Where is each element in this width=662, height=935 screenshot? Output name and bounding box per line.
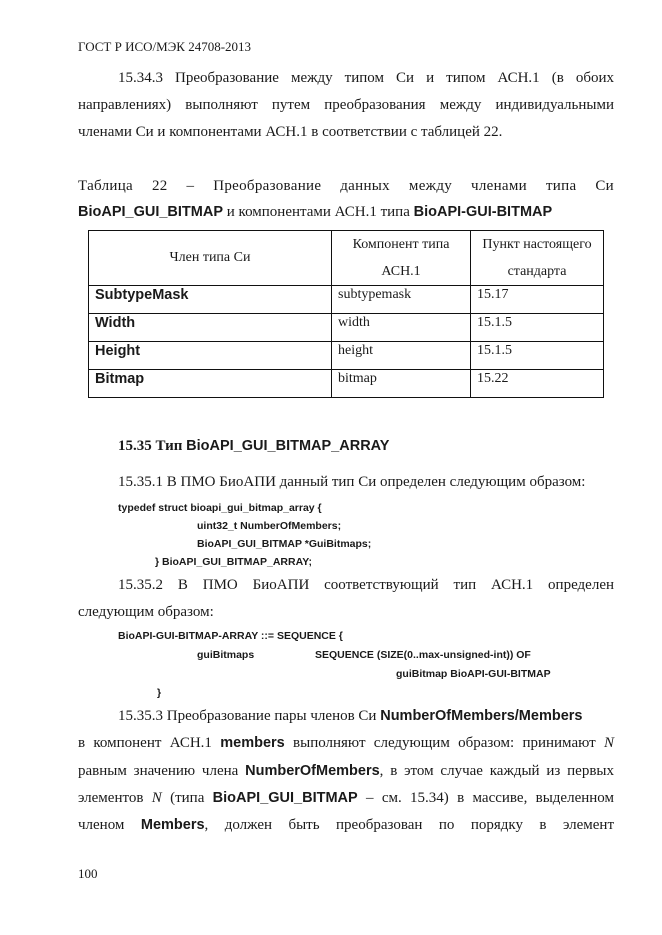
conversion-table	[88, 230, 604, 398]
member-cell: Height	[89, 342, 332, 370]
paragraph-15-35-3-line-5: членом Members, должен быть преобразован по порядку в элемент	[78, 817, 614, 833]
paragraph-15-35-2-line-2: следующим образом:	[78, 604, 214, 620]
header-member: Член типа Си	[89, 231, 332, 286]
code1-line-4: } BioAPI_GUI_BITMAP_ARRAY;	[155, 556, 312, 568]
paragraph-15-35-3-line-3: равным значению члена NumberOfMembers, в этом случае каждый из первых	[78, 763, 614, 779]
section-heading-15-35: 15.35 Тип BioAPI_GUI_BITMAP_ARRAY	[118, 438, 390, 454]
component-cell: width	[332, 314, 471, 342]
code2-type-continued: guiBitmap BioAPI-GUI-BITMAP	[396, 668, 551, 680]
paragraph-15-34-3-line-2: направлениях) выполняют путем преобразования между индивидуальными	[78, 97, 614, 113]
component-cell: subtypemask	[332, 286, 471, 314]
caption-type-asn: BioAPI-GUI-BITMAP	[413, 204, 553, 220]
component-cell: bitmap	[332, 370, 471, 398]
clause-cell: 15.1.5	[471, 314, 604, 342]
table-row	[89, 286, 604, 314]
paragraph-15-35-3-line-2: в компонент АСН.1 members выполняют следующим образом: принимают N	[78, 735, 614, 751]
code1-line-2: uint32_t NumberOfMembers;	[197, 520, 342, 532]
member-cell: Bitmap	[89, 370, 332, 398]
paragraph-15-35-3-line-1: 15.35.3 Преобразование пары членов Си NumberOfMembers/Members	[118, 708, 583, 724]
code1-line-1: typedef struct bioapi_gui_bitmap_array {	[118, 502, 322, 514]
member-cell: Width	[89, 314, 332, 342]
table-row	[89, 314, 604, 342]
member-cell: SubtypeMask	[89, 286, 332, 314]
code2-type: SEQUENCE (SIZE(0..max-unsigned-int)) OF	[315, 649, 531, 661]
table-caption-line-2	[78, 204, 614, 221]
header-clause: Пункт настоящего стандарта	[471, 231, 604, 286]
caption-mid-text: и компонентами АСН.1 типа	[223, 204, 414, 220]
code1-line-3: BioAPI_GUI_BITMAP *GuiBitmaps;	[197, 538, 372, 550]
paragraph-15-35-1: 15.35.1 В ПМО БиоАПИ данный тип Си определен следующим образом:	[118, 474, 586, 490]
table-caption-line-1: Таблица 22 – Преобразование данных между членами типа Си	[78, 178, 614, 194]
clause-cell: 15.17	[471, 286, 604, 314]
document-header: ГОСТ Р ИСО/МЭК 24708-2013	[78, 39, 252, 54]
page-number: 100	[78, 866, 98, 881]
caption-type-c: BioAPI_GUI_BITMAP	[78, 204, 224, 220]
table-row	[89, 370, 604, 398]
code2-line-1: BioAPI-GUI-BITMAP-ARRAY ::= SEQUENCE {	[118, 630, 343, 642]
paragraph-15-35-3-line-4: элементов N (типа BioAPI_GUI_BITMAP – см. 15.34) в массиве, выделенном	[78, 790, 614, 806]
code2-close: }	[157, 687, 162, 699]
component-cell: height	[332, 342, 471, 370]
paragraph-15-34-3-line-3: членами Си и компонентами АСН.1 в соответствии с таблицей 22.	[78, 124, 503, 140]
paragraph-15-35-2-line-1: 15.35.2 В ПМО БиоАПИ соответствующий тип АСН.1 определен	[118, 577, 614, 593]
header-component: Компонент типа АСН.1	[332, 231, 471, 286]
code2-field: guiBitmaps	[197, 649, 255, 661]
table-header-row	[89, 231, 604, 286]
table-row	[89, 342, 604, 370]
clause-cell: 15.1.5	[471, 342, 604, 370]
clause-cell: 15.22	[471, 370, 604, 398]
paragraph-15-34-3-line-1: 15.34.3 Преобразование между типом Си и типом АСН.1 (в обоих	[118, 70, 614, 86]
